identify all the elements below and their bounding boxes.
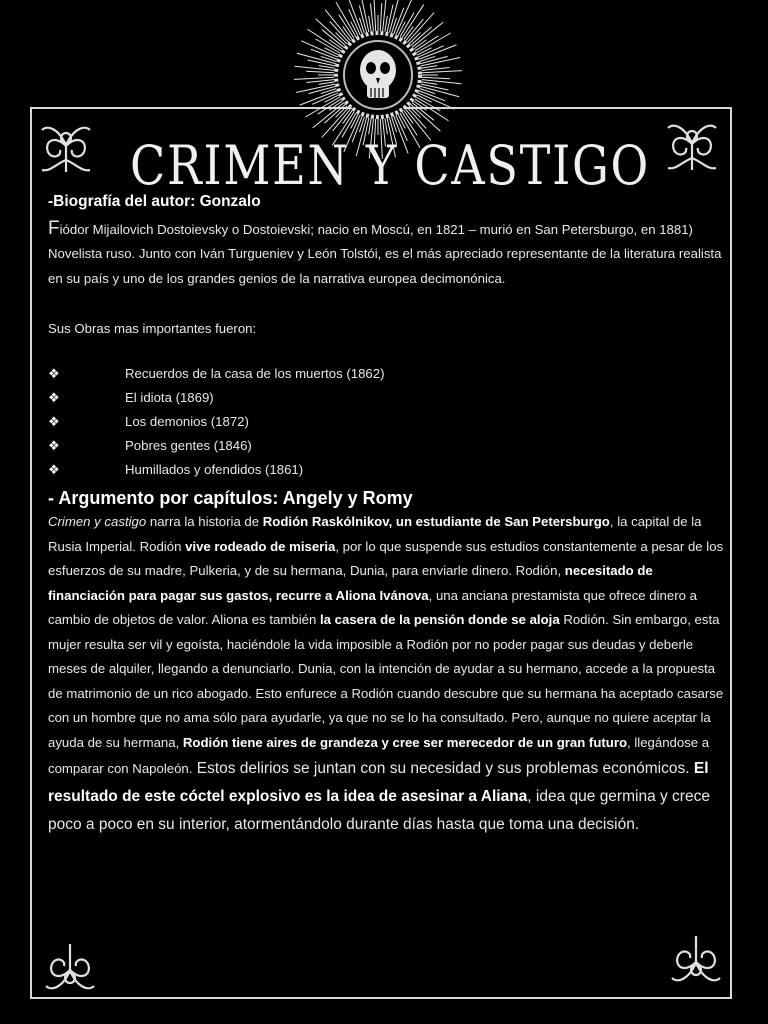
list-item: ❖ Los demonios (1872)	[48, 410, 728, 434]
list-item: ❖ Recuerdos de la casa de los muertos (1862)	[48, 362, 728, 386]
bullet-icon: ❖	[48, 365, 60, 381]
ray	[348, 0, 362, 34]
ray	[319, 82, 335, 85]
works-title: Sus Obras mas importantes fueron:	[48, 321, 257, 336]
ray	[422, 77, 450, 78]
ray	[319, 66, 335, 69]
document-title	[120, 128, 660, 198]
argument-paragraph: Crimen y castigo narra la historia de Rodión Raskólnikov, un estudiante de San Petersburgo, la capital de la Rusia Imperial. Rodión vive rodeado de miseria, por lo que suspende sus estudios constantemente a pesar de los esfuerzos de su madre, Pulkeria, y de su hermana, Dunia, para enviarle dinero. Rodión, necesitado de financiación para pagar sus gastos, recurre a Aliona Ivánova, una anciana prestamista que ofrece dinero a cambio de objetos de valor. Aliona es también la casera de la pensión donde se aloja Rodión. Sin embargo, esta mujer resulta ser vil y egoísta, haciéndole la vida imposible a Rodión por no poder pagar sus deudas y deberle meses de alquiler, llegando a denunciarlo. Dunia, con la intención de ayudar a su hermano, accede a la propuesta de matrimonio de un rico abogado. Esto enfurece a Rodión cuando descubre que su hermana ha aceptado casarse con un hombre que no ama sólo para ayudarle, ya que no se lo ha consultado. Pero, aunque no quiere aceptar la ayuda de su hermana, Rodión tiene aires de grandeza y cree ser merecedor de un gran futuro, llegándose a comparar con Napoleón. Estos delirios se juntan con su necesidad y sus problemas económicos. El resultado de este cóctel explosivo es la idea de asesinar a Aliana, idea que germina y crece poco a poco en su interior, atormentándolo durante días hasta que toma una decisión.	[48, 514, 724, 833]
ray	[387, 5, 393, 32]
ray	[422, 71, 462, 73]
argument-heading: - Argumento por capítulos: Angely y Romy	[48, 487, 413, 508]
list-item: ❖ Pobres gentes (1846)	[48, 434, 728, 458]
ray	[421, 84, 448, 90]
bullet-icon: ❖	[48, 389, 60, 405]
bio-paragraph	[48, 217, 728, 292]
ray	[369, 16, 372, 32]
bullet-icon: ❖	[48, 461, 60, 477]
ray	[313, 103, 344, 128]
bullet-icon: ❖	[48, 413, 60, 429]
ray	[380, 3, 381, 31]
ray	[374, 0, 376, 31]
ray	[306, 71, 334, 72]
ray	[300, 91, 337, 105]
ornament-top-left-icon	[34, 114, 98, 178]
ornament-bottom-left-icon	[38, 938, 102, 1002]
bio-drop-cap: F	[48, 217, 60, 239]
ornament-bottom-right-icon	[664, 930, 728, 994]
document-body	[48, 190, 728, 839]
title-text: CRIMEN Y CASTIGO	[130, 134, 650, 197]
ray	[412, 22, 443, 47]
ray	[385, 16, 388, 32]
ray	[325, 10, 350, 41]
bio-heading: -Biografía del autor: Gonzalo	[48, 193, 261, 210]
ray	[419, 45, 456, 59]
ray	[294, 77, 334, 79]
works-list	[48, 362, 728, 482]
ray	[421, 66, 437, 69]
list-item: ❖ El idiota (1869)	[48, 386, 728, 410]
bio-text: iódor Mijailovich Dostoievsky o Dostoievski; nacio en Moscú, en 1821 – murió en San Petersburgo, en 1881) Novelista ruso. Junto con Iván Turgueniev y León Tolstói, es el más apreciado representante de la literatura realista en su país y uno de los grandes genios de la narrativa europea decimonónica.	[48, 221, 722, 286]
bullet-icon: ❖	[48, 437, 60, 453]
ray	[421, 82, 437, 85]
ornament-top-right-icon	[660, 112, 724, 176]
ray	[308, 60, 335, 66]
list-item: ❖ Humillados y ofendidos (1861)	[48, 458, 728, 482]
